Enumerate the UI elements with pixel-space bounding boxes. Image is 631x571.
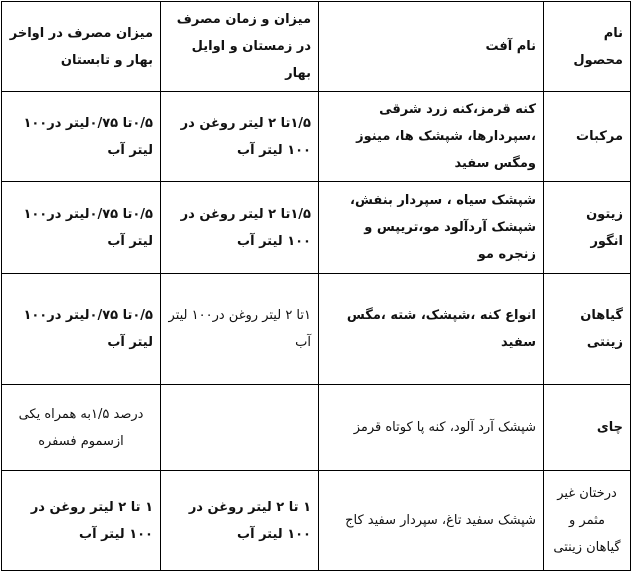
cell-winter-dosage: ۱ تا ۲ لیتر روغن در ۱۰۰ لیتر آب	[161, 471, 319, 571]
cell-pest: انواع کنه ،شپشک، شته ،مگس سفید	[319, 274, 544, 385]
cell-product: چای	[544, 385, 631, 471]
cell-winter-dosage: ۱/۵تا ۲ لیتر روغن در ۱۰۰ لیتر آب	[161, 182, 319, 274]
cell-product: گیاهان زینتی	[544, 274, 631, 385]
cell-winter-dosage	[161, 385, 319, 471]
header-pest: نام آفت	[319, 2, 544, 92]
table-row	[2, 471, 631, 571]
cell-product: درختان غیر مثمر و گیاهان زینتی	[544, 471, 631, 571]
pesticide-oil-table	[1, 1, 631, 571]
table-row	[2, 274, 631, 385]
cell-summer-dosage: ۰/۵تا ۰/۷۵لیتر در۱۰۰ لیتر آب	[2, 92, 161, 182]
cell-summer-dosage: ۰/۵تا ۰/۷۵لیتر در۱۰۰ لیتر آب	[2, 182, 161, 274]
cell-summer-dosage: ۱ تا ۲ لیتر روغن در ۱۰۰ لیتر آب	[2, 471, 161, 571]
table-row	[2, 182, 631, 274]
cell-product: زیتون انگور	[544, 182, 631, 274]
cell-pest: شپشک سیاه ، سپردار بنفش، شپشک آردآلود مو،تریپس و زنجره مو	[319, 182, 544, 274]
cell-winter-dosage: ۱تا ۲ لیتر روغن در۱۰۰ لیتر آب	[161, 274, 319, 385]
cell-pest: شپشک آرد آلود، کنه پا کوتاه قرمز	[319, 385, 544, 471]
cell-summer-dosage: ۰/۵تا ۰/۷۵لیتر در۱۰۰ لیتر آب	[2, 274, 161, 385]
table-header-row	[2, 2, 631, 92]
cell-pest: کنه قرمز،کنه زرد شرقی ،سپردارها، شپشک ها، مینوز ومگس سفید	[319, 92, 544, 182]
table-row	[2, 385, 631, 471]
cell-product: مرکبات	[544, 92, 631, 182]
header-winter-dosage: میزان و زمان مصرف در زمستان و اوایل بهار	[161, 2, 319, 92]
table-row	[2, 92, 631, 182]
cell-pest: شپشک سفید تاغ، سپردار سفید کاج	[319, 471, 544, 571]
header-summer-dosage: میزان مصرف در اواخر بهار و تابستان	[2, 2, 161, 92]
header-product: نام محصول	[544, 2, 631, 92]
cell-winter-dosage: ۱/۵تا ۲ لیتر روغن در ۱۰۰ لیتر آب	[161, 92, 319, 182]
cell-summer-dosage: درصد ۱/۵به همراه یکی ازسموم فسفره	[2, 385, 161, 471]
